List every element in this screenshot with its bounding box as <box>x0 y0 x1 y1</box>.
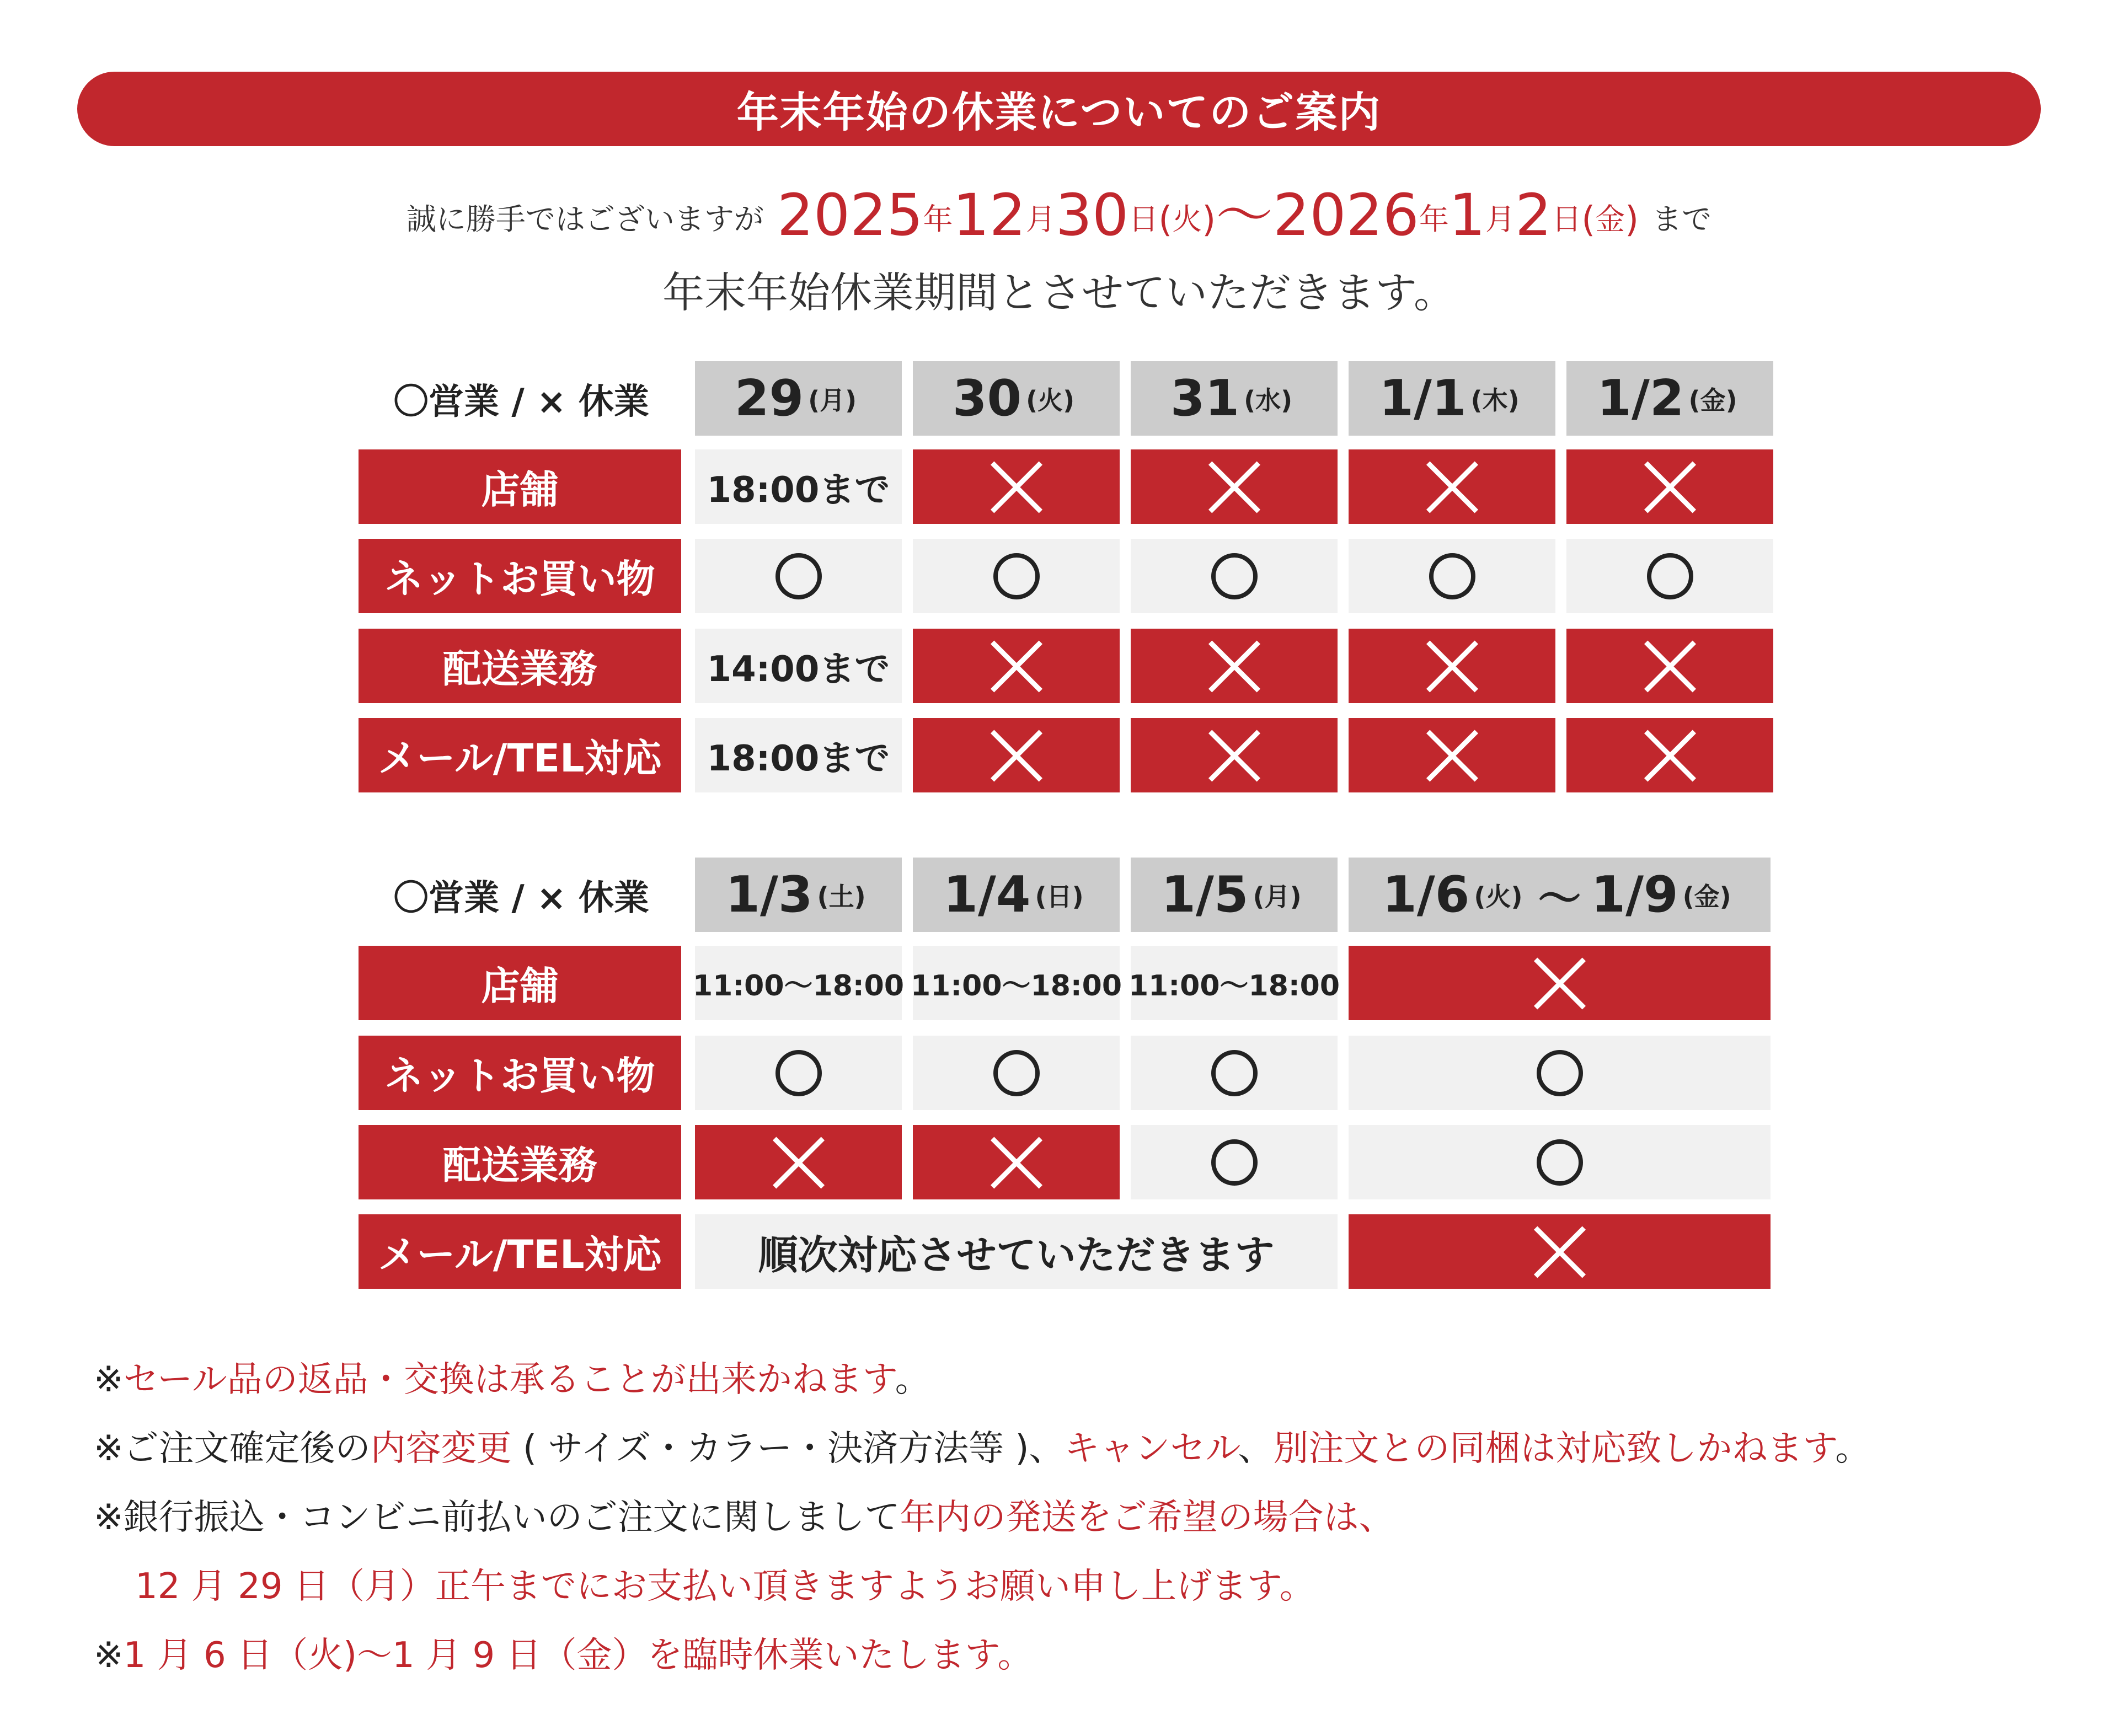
header-day: 30 <box>952 369 1022 427</box>
circle-icon <box>1429 553 1475 599</box>
status-cell <box>1566 449 1773 524</box>
start-month: 12 <box>953 181 1026 249</box>
circle-icon <box>1647 553 1693 599</box>
header-day: 1/6 <box>1382 866 1470 924</box>
status-cell <box>1131 539 1338 613</box>
month-unit: 月 <box>1485 202 1516 237</box>
note-2: ※ご注文確定後の内容変更 ( サイズ・カラー・決済方法等 )、キャンセル、別注文との同梱は対応致しかねます。 <box>94 1428 1871 1469</box>
status-cell <box>1566 718 1773 792</box>
start-day: 30 <box>1055 181 1129 249</box>
title-banner: 年末年始の休業についてのご案内 <box>77 72 2041 146</box>
status-cell <box>695 1125 902 1199</box>
header-tilde: ～ <box>1538 874 1581 924</box>
cross-icon <box>1643 459 1698 515</box>
cross-icon <box>771 1135 826 1190</box>
month-unit: 月 <box>1025 202 1056 237</box>
legend: 〇営業 / × 休業 <box>393 381 649 422</box>
cross-icon <box>989 728 1044 783</box>
status-cell <box>913 718 1120 792</box>
header-date: 1/4 (日) <box>913 858 1120 932</box>
header-weekday: 土 <box>828 881 854 912</box>
circle-icon <box>1537 1139 1583 1186</box>
status-cell <box>1566 629 1773 703</box>
note-3: ※銀行振込・コンビニ前払いのご注文に関しまして年内の発送をご希望の場合は、 <box>94 1497 1394 1538</box>
day-unit: 日 <box>1128 202 1159 237</box>
row-label-contact: メール/TEL対応 <box>359 718 681 792</box>
status-cell <box>913 539 1120 613</box>
note-3-continuation: 12 月 29 日（月）正午までにお支払い頂きますようお願い申し上げます。 <box>135 1566 1315 1607</box>
intro-suffix: まで <box>1652 202 1712 237</box>
header-date: 1/3 (土) <box>695 858 902 932</box>
cross-icon <box>1207 459 1262 515</box>
header-day: 1/5 <box>1161 866 1249 924</box>
status-cell <box>1131 449 1338 524</box>
header-weekday: 日 <box>1046 881 1072 912</box>
range-separator: ～ <box>1216 181 1274 249</box>
header-day: 1/9 <box>1591 866 1678 924</box>
status-cell <box>695 1036 902 1110</box>
status-cell <box>1131 629 1338 703</box>
header-day: 1/1 <box>1379 369 1467 427</box>
header-day: 1/2 <box>1597 369 1684 427</box>
intro-prefix: 誠に勝手ではございますが <box>406 202 764 237</box>
status-cell <box>1349 946 1771 1020</box>
cross-icon <box>1532 956 1587 1011</box>
year-unit: 年 <box>923 202 953 237</box>
year-unit: 年 <box>1419 202 1449 237</box>
header-weekday: 金 <box>1694 881 1720 912</box>
status-cell: 18:00まで <box>695 449 902 524</box>
paren-open: ( <box>1581 200 1596 240</box>
status-cell <box>913 1036 1120 1110</box>
status-cell: 11:00～18:00 <box>913 946 1120 1020</box>
header-weekday: 月 <box>820 385 846 415</box>
status-cell: 順次対応させていただきます <box>695 1214 1338 1289</box>
day-unit: 日 <box>1552 202 1582 237</box>
circle-icon <box>775 553 822 599</box>
header-date: 30 (火) <box>913 361 1120 436</box>
cross-icon <box>989 1135 1044 1190</box>
cross-icon <box>1532 1224 1587 1279</box>
circle-icon <box>775 1050 822 1096</box>
header-weekday: 金 <box>1700 385 1726 415</box>
paren-open: ( <box>1158 200 1173 240</box>
header-day: 1/3 <box>725 866 813 924</box>
row-label-store: 店舗 <box>359 449 681 524</box>
cross-icon <box>1425 639 1480 694</box>
cross-icon <box>1207 639 1262 694</box>
cross-icon <box>1643 728 1698 783</box>
row-label-online: ネットお買い物 <box>359 1036 681 1110</box>
status-cell: 11:00～18:00 <box>1131 946 1338 1020</box>
circle-icon <box>1211 1050 1258 1096</box>
header-date: 1/5 (月) <box>1131 858 1338 932</box>
status-cell <box>913 449 1120 524</box>
circle-icon <box>993 1050 1040 1096</box>
end-day: 2 <box>1515 181 1552 249</box>
header-date: 31 (水) <box>1131 361 1338 436</box>
header-weekday: 火 <box>1037 385 1063 415</box>
row-label-store: 店舗 <box>359 946 681 1020</box>
note-4: ※1 月 6 日（火)～1 月 9 日（金）を臨時休業いたします。 <box>94 1635 1033 1676</box>
end-weekday: 金 <box>1595 202 1625 237</box>
cross-icon <box>1207 728 1262 783</box>
cross-icon <box>1425 728 1480 783</box>
status-cell <box>913 1125 1120 1199</box>
status-cell <box>1131 1036 1338 1110</box>
header-date: 1/1 (木) <box>1349 361 1555 436</box>
status-cell: 18:00まで <box>695 718 902 792</box>
status-cell <box>1349 1036 1771 1110</box>
circle-icon <box>993 553 1040 599</box>
status-cell <box>1349 1125 1771 1199</box>
header-weekday: 月 <box>1264 881 1290 912</box>
status-cell: 14:00まで <box>695 629 902 703</box>
row-label-shipping: 配送業務 <box>359 629 681 703</box>
status-cell <box>1131 1125 1338 1199</box>
cross-icon <box>1643 639 1698 694</box>
header-weekday: 火 <box>1485 881 1511 912</box>
legend: 〇営業 / × 休業 <box>393 877 649 919</box>
end-year: 2026 <box>1273 181 1419 249</box>
status-cell <box>1349 1214 1771 1289</box>
start-weekday: 火 <box>1172 202 1202 237</box>
header-day: 31 <box>1170 369 1240 427</box>
end-month: 1 <box>1448 181 1486 249</box>
header-date: 1/2 (金) <box>1566 361 1773 436</box>
row-label-shipping: 配送業務 <box>359 1125 681 1199</box>
status-cell <box>1349 629 1555 703</box>
note-1: ※セール品の返品・交換は承ることが出来かねます。 <box>94 1359 930 1400</box>
note-mark: ※ <box>94 1359 124 1400</box>
circle-icon <box>1211 1139 1258 1186</box>
header-day: 29 <box>734 369 804 427</box>
row-label-online: ネットお買い物 <box>359 539 681 613</box>
header-date: 29 (月) <box>695 361 902 436</box>
circle-icon <box>1211 553 1258 599</box>
header-date-range: 1/6 (火) ～ 1/9 (金) <box>1349 858 1771 932</box>
status-cell <box>913 629 1120 703</box>
header-weekday: 水 <box>1255 385 1281 415</box>
header-weekday: 木 <box>1482 385 1508 415</box>
cross-icon <box>989 459 1044 515</box>
status-cell <box>1131 718 1338 792</box>
status-cell <box>1349 449 1555 524</box>
paren-close: ) <box>1625 200 1639 240</box>
status-cell <box>1349 718 1555 792</box>
status-cell <box>1349 539 1555 613</box>
header-day: 1/4 <box>943 866 1031 924</box>
circle-icon <box>1537 1050 1583 1096</box>
cross-icon <box>989 639 1044 694</box>
paren-close: ) <box>1202 200 1216 240</box>
start-year: 2025 <box>777 181 923 249</box>
status-cell: 11:00～18:00 <box>695 946 902 1020</box>
cross-icon <box>1425 459 1480 515</box>
status-cell <box>1566 539 1773 613</box>
row-label-contact: メール/TEL対応 <box>359 1214 681 1289</box>
closure-period-line <box>0 176 2118 248</box>
intro-line-2: 年末年始休業期間とさせていただきます。 <box>662 268 1456 317</box>
status-cell <box>695 539 902 613</box>
